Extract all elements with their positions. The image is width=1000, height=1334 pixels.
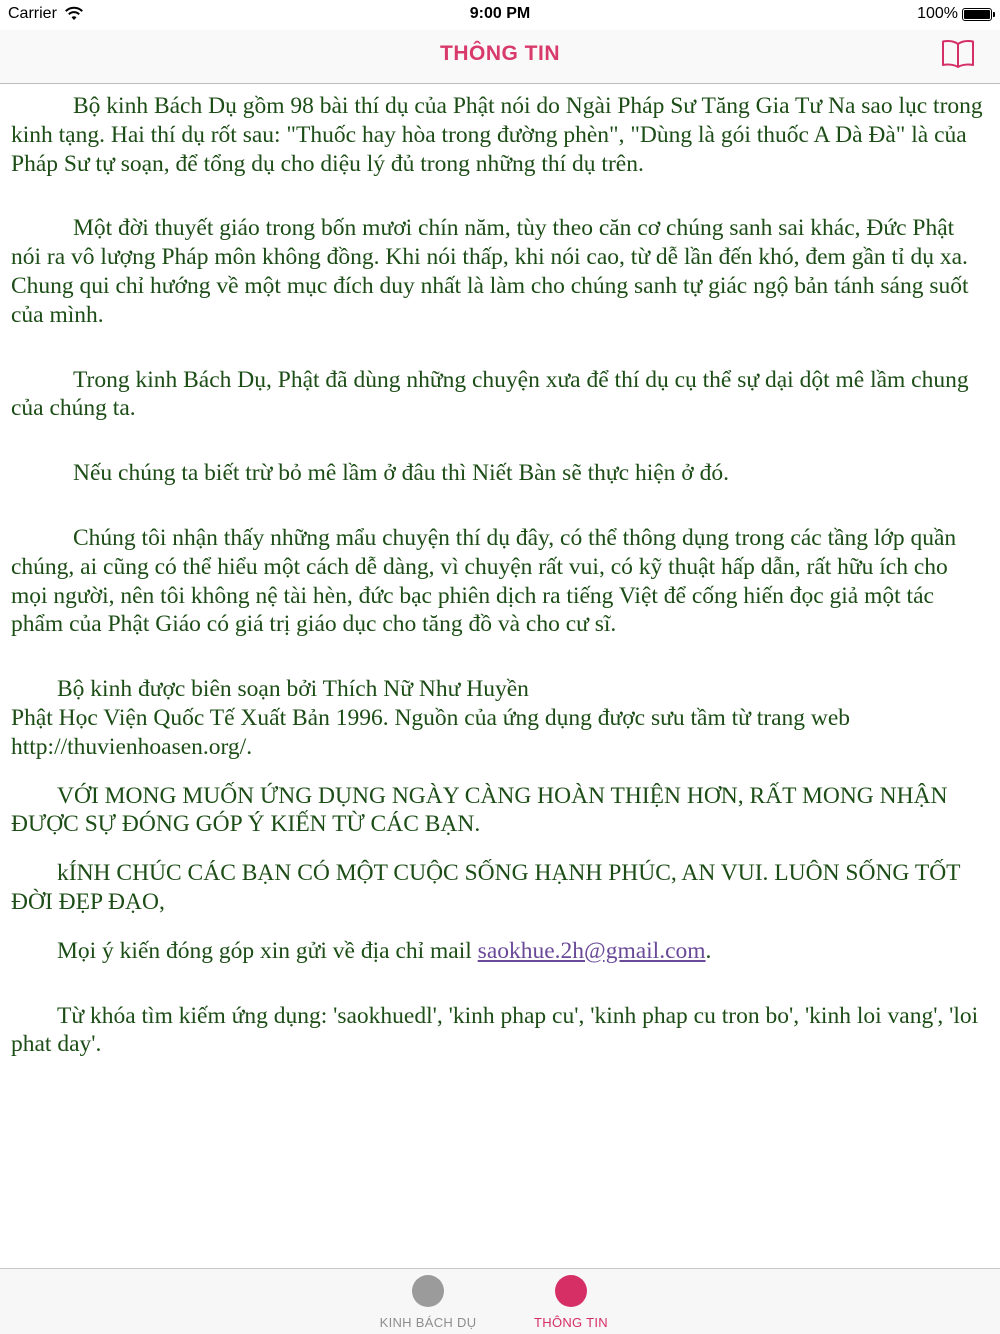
- carrier-label: Carrier: [8, 5, 57, 22]
- paragraph-bach-du: Trong kinh Bách Dụ, Phật đã dùng những chuyện xưa để thí dụ cụ thể sự dại dột mê lầm chung của chúng ta.: [11, 366, 969, 422]
- paragraph-intro: Bộ kinh Bách Dụ gồm 98 bài thí dụ của Phật nói do Ngài Pháp Sư Tăng Gia Tư Na sao lục trong kinh tạng. Hai thí dụ rốt sau: "Thuốc hay hòa trong đường phèn", "Dùng là gói thuốc A Dà Đà" là của Pháp Sư tự soạn, để tổng dụ cho diệu lý đủ trong những thí dụ trên.: [11, 93, 983, 177]
- info-content: [11, 92, 989, 1095]
- source-author: Bộ kinh được biên soạn bởi Thích Nữ Như Huyền: [57, 676, 529, 703]
- status-time: 9:00 PM: [469, 5, 531, 22]
- battery-fill: [964, 10, 990, 19]
- page-title: THÔNG TIN: [440, 42, 560, 65]
- paragraph-teaching: Một đời thuyết giáo trong bốn mươi chín năm, tùy theo căn cơ chúng sanh sai khác, Đức Phật nói ra vô lượng Pháp môn không đồng. Khi nói thấp, khi nói cao, từ dễ lần đến khó, đem gần tỉ dụ xa. Chung qui chỉ hướng về một mục đích duy nhất là làm cho chúng sanh tự giác ngộ bản tánh sáng suốt của mình.: [11, 215, 969, 328]
- battery-tip: [993, 12, 995, 17]
- tab-label: KINH BÁCH DỤ: [379, 1315, 477, 1330]
- tab-kinh-bach-du[interactable]: [358, 1269, 498, 1334]
- paragraph-feedback-request: VỚI MONG MUỐN ỨNG DỤNG NGÀY CÀNG HOÀN THIỆN HƠN, RẤT MONG NHẬN ĐƯỢC SỰ ĐÓNG GÓP Ý KIẾN TỪ CÁC BẠN.: [11, 782, 948, 838]
- paragraph-source: [11, 675, 989, 761]
- contact-suffix: .: [705, 937, 712, 964]
- status-right: [917, 5, 992, 23]
- paragraph-contact: [11, 937, 989, 966]
- battery-percent: 100%: [917, 5, 958, 22]
- status-bar: [0, 0, 1000, 30]
- circle-icon: [555, 1275, 587, 1307]
- paragraph-translation: Chúng tôi nhận thấy những mẩu chuyện thí dụ đây, có thể thông dụng trong các tầng lớp quần chúng, ai cũng có thể hiểu một cách dễ dàng, vì chuyện rất vui, có kỹ thuật hấp dẫn, rất hữu ích cho mọi người, nên tôi không nệ tài hèn, đức bạc phiên dịch ra tiếng Việt để cống hiến đọc giả một tác phẩm của Phật Giáo có giá trị giáo dục cho tăng đồ và cho cư sĩ.: [11, 524, 957, 638]
- paragraph-wishes: kÍNH CHÚC CÁC BẠN CÓ MỘT CUỘC SỐNG HẠNH PHÚC, AN VUI. LUÔN SỐNG TỐT ĐỜI ĐẸP ĐẠO,: [11, 860, 961, 915]
- tab-bar: [0, 1268, 1000, 1334]
- book-icon[interactable]: [940, 38, 976, 70]
- tab-thong-tin[interactable]: [501, 1269, 641, 1334]
- paragraph-keywords: Từ khóa tìm kiếm ứng dụng: 'saokhuedl', 'kinh phap cu', 'kinh phap cu tron bo', 'kinh loi vang', 'loi phat day'.: [11, 1002, 979, 1058]
- paragraph-nirvana: Nếu chúng ta biết trừ bỏ mê lầm ở đâu thì Niết Bàn sẽ thực hiện ở đó.: [73, 460, 729, 487]
- navigation-bar: [0, 30, 1000, 84]
- battery-icon: [962, 8, 992, 21]
- source-publisher: Phật Học Viện Quốc Tế Xuất Bản 1996. Nguồn của ứng dụng được sưu tầm từ trang web http://thuvienhoasen.org/.: [11, 704, 851, 760]
- email-link[interactable]: saokhue.2h@gmail.com: [477, 937, 706, 964]
- tab-label: THÔNG TIN: [534, 1315, 608, 1330]
- contact-prefix: Mọi ý kiến đóng góp xin gửi về địa chỉ mail: [57, 937, 478, 964]
- circle-icon: [412, 1275, 444, 1307]
